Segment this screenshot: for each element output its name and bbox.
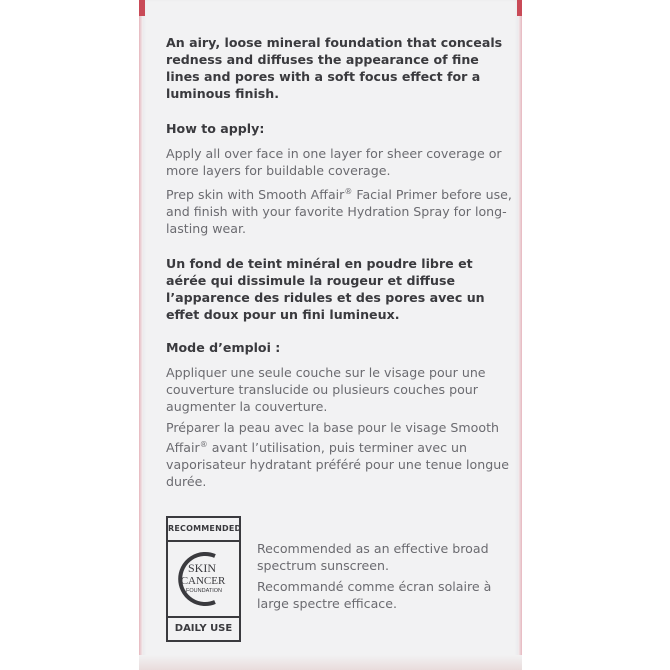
english-step-2-post: Facial Primer before use, and finish with your favorite Hydration Spray for long-lasting wear. xyxy=(166,187,512,237)
french-step-2-pre: Préparer la peau avec la base pour le visage Smooth Affair xyxy=(166,420,499,456)
english-intro: An airy, loose mineral foundation that conceals redness and diffuses the appearance of fine lines and pores with a soft focus effect for a luminous finish. xyxy=(166,35,503,101)
french-step-2 xyxy=(166,419,516,490)
svg-text:SKIN: SKIN xyxy=(187,561,217,575)
french-intro: Un fond de teint minéral en poudre libre et aérée qui dissimule la rougeur et diffuse l’apparence des ridules et des pores avec un effet doux pour un fini lumineux. xyxy=(166,256,485,323)
seal-logo xyxy=(168,542,239,616)
box-bottom-edge xyxy=(139,655,522,670)
seal-english-text: Recommended as an effective broad spectrum sunscreen. xyxy=(257,541,489,573)
seal-recommended-label: RECOMMENDED xyxy=(168,518,239,542)
box-corner-accent-right xyxy=(517,0,522,16)
seal-description xyxy=(257,540,517,612)
box-right-edge xyxy=(518,0,522,670)
seal-daily-use-label: DAILY USE xyxy=(168,616,239,640)
french-step-1: Appliquer une seule couche sur le visage pour une couverture translucide ou plusieurs couches pour augmenter la couverture. xyxy=(166,365,486,415)
seal-french-text: Recommandé comme écran solaire à large spectre efficace. xyxy=(257,579,492,611)
skin-cancer-foundation-seal xyxy=(166,516,241,642)
box-left-edge xyxy=(139,0,143,670)
english-howto-heading: How to apply: xyxy=(166,121,265,136)
skin-cancer-foundation-logo-icon xyxy=(168,542,239,616)
label-text-block xyxy=(166,34,516,490)
svg-text:CANCER: CANCER xyxy=(180,575,226,587)
registered-mark-fr: ® xyxy=(199,440,208,450)
english-step-2 xyxy=(166,183,516,237)
box-corner-accent-left xyxy=(139,0,145,16)
french-step-2-post: avant l’utilisation, puis terminer avec un vaporisateur hydratant préféré pour une tenue longue durée. xyxy=(166,440,509,490)
english-step-2-pre: Prep skin with Smooth Affair xyxy=(166,187,345,203)
svg-text:FOUNDATION: FOUNDATION xyxy=(186,588,222,594)
french-howto-heading: Mode d’emploi : xyxy=(166,340,281,356)
english-step-1: Apply all over face in one layer for sheer coverage or more layers for buildable coverage. xyxy=(166,146,502,178)
registered-mark: ® xyxy=(344,187,353,196)
